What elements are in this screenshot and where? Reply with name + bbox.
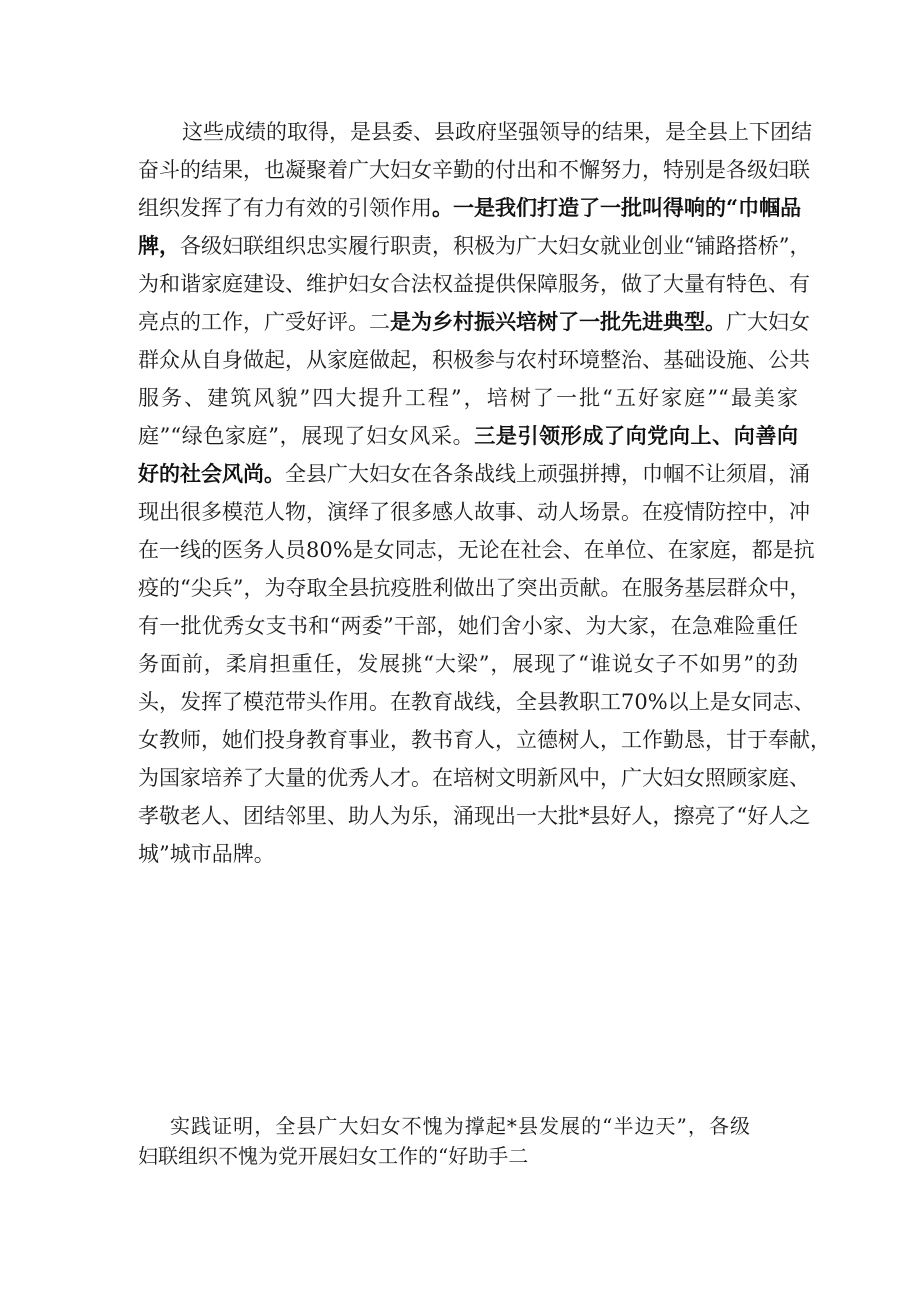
text-run: 奋斗的结果，也凝聚着广大妇女辛勤的付出和不懈努力，特别是各级妇联 (138, 158, 810, 182)
text-run: 实践证明，全县广大妇女不愧为撑起*县发展的“半边天”，各级 (170, 1114, 750, 1138)
text-line (138, 646, 798, 682)
text-line (138, 228, 811, 264)
text-run: 组织发挥了有力有效的引领作用 (138, 196, 432, 220)
text-run: 妇联组织不愧为党开展妇女工作的“好助手二 (138, 1144, 529, 1168)
text-line (138, 380, 798, 416)
text-line (138, 760, 810, 796)
text-line (138, 494, 810, 530)
text-run: 为和谐家庭建设、维护妇女合法权益提供保障服务，做了大量有特色、有 (138, 272, 810, 296)
text-run: 务面前，柔肩担重任，发展挑“大梁”，展现了“谁说女子不如男”的劲 (138, 652, 798, 676)
text-run: 为国家培养了大量的优秀人才。在培树文明新风中，广大妇女照顾家庭、 (138, 766, 810, 790)
text-run: 这些成绩的取得，是县委、县政府坚强领导的结果，是全县上下团结 (182, 120, 812, 144)
text-run: 头，发挥了模范带头作用。在教育战线，全县教职工70%以上是女同志、 (138, 690, 815, 714)
text-line (138, 304, 810, 340)
text-run: 服务、建筑风貌”四大提升工程”，培树了一批“五好家庭”“最美家 (138, 386, 798, 410)
text-line (138, 342, 810, 378)
text-line (138, 798, 811, 834)
text-run: 孝敬老人、团结邻里、助人为乐，涌现出一大批*县好人，擦亮了“好人之 (138, 804, 811, 828)
text-run: 亮点的工作，广受好评。二 (138, 310, 390, 334)
bold-text: 好的社会风尚。 (138, 461, 285, 486)
text-run: 疫的“尖兵”，为夺取全县抗疫胜利做出了突出贡献。在服务基层群众中， (138, 576, 811, 600)
text-line (138, 608, 798, 644)
text-run: 现出很多模范人物，演绎了很多感人故事、动人场景。在疫情防控中，冲 (138, 500, 810, 524)
text-run: 群众从自身做起，从家庭做起，积极参与农村环境整治、基础设施、公共 (138, 348, 810, 372)
text-run: 全县广大妇女在各条战线上顽强拼搏，巾帼不让须眉，涌 (285, 462, 810, 486)
text-line (138, 418, 798, 454)
text-run: 各级妇联组织忠实履行职责，积极为广大妇女就业创业“铺路搭桥”， (180, 234, 811, 258)
text-line (138, 456, 810, 492)
bold-text: 三是引领形成了向党向上、向善向 (474, 423, 798, 448)
bold-text: 是为乡村振兴培树了一批先进典型。 (390, 309, 726, 334)
text-line (138, 152, 810, 188)
text-run: 在一线的医务人员80%是女同志，无论在社会、在单位、在家庭，都是抗 (138, 538, 815, 562)
text-line (138, 570, 811, 606)
text-run: 庭”“绿色家庭”，展现了妇女风采。 (138, 424, 475, 448)
text-run: 女教师，她们投身教育事业，教书育人，立德树人，工作勤恳，甘于奉献， (138, 728, 831, 752)
text-line (138, 684, 815, 720)
bold-text: 。一是我们打造了一批叫得响的“巾帼品 (432, 195, 802, 220)
text-line (138, 266, 810, 302)
text-run: 广大妇女 (726, 310, 810, 334)
text-line (182, 114, 812, 150)
bold-text: 牌， (138, 233, 180, 258)
text-run: 城”城市品牌。 (138, 842, 275, 866)
text-line (138, 1138, 750, 1174)
text-line (138, 836, 798, 872)
text-line (138, 722, 831, 758)
text-line (138, 532, 815, 568)
text-line (138, 190, 802, 226)
text-run: 有一批优秀女支书和“两委”干部，她们舍小家、为大家，在急难险重任 (138, 614, 798, 638)
